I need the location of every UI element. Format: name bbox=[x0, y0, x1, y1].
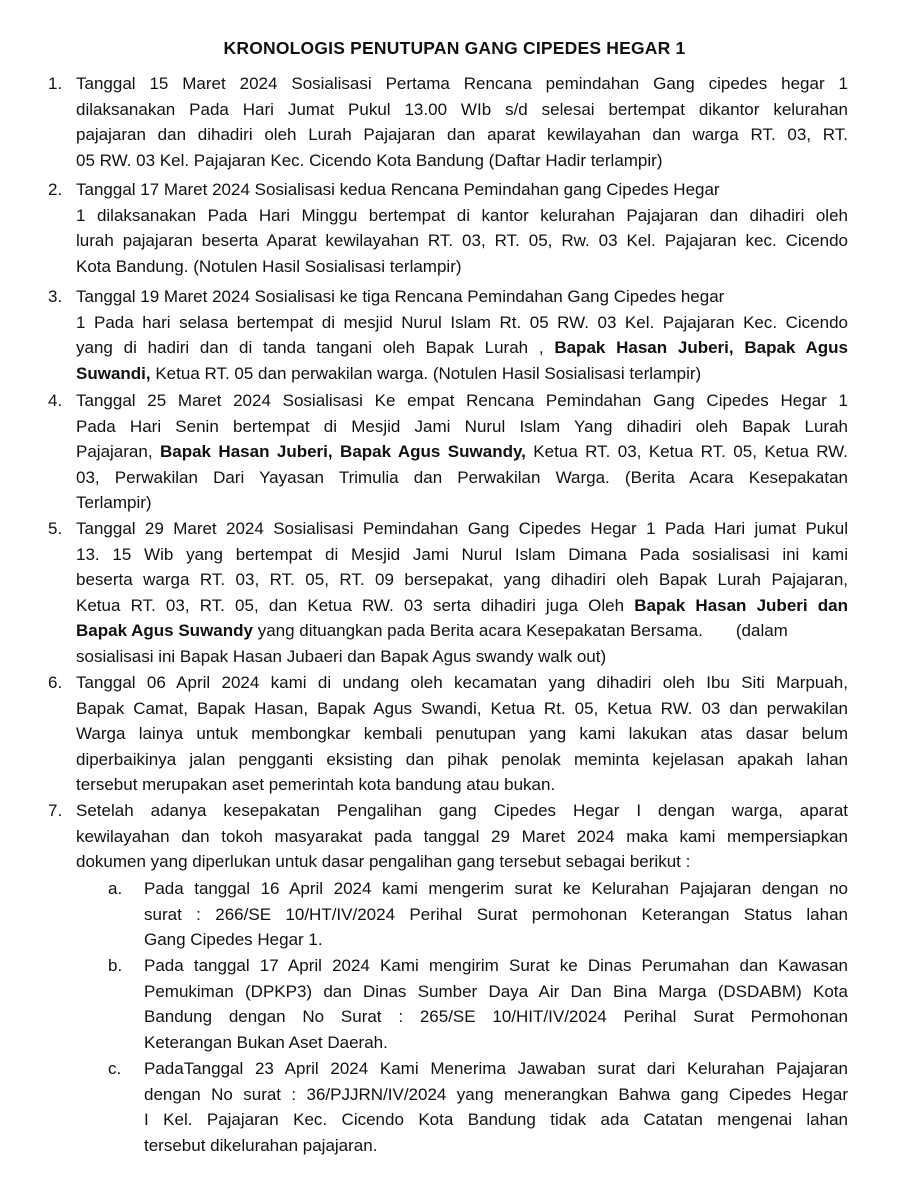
item-number: 1. bbox=[48, 74, 63, 93]
item-text-line: Tanggal 29 Maret 2024 Sosialisasi Pemindahan Gang Cipedes Hegar 1 Pada Hari jumat Pukul bbox=[76, 519, 848, 538]
item-text-line: 13. 15 Wib yang bertempat di Mesjid Jami Nurul Islam Dimana Pada sosialisasi ini kami bbox=[76, 544, 848, 564]
list-item-5 bbox=[48, 516, 848, 670]
item-text-line: dilaksanakan Pada Hari Jumat Pukul 13.00 WIb s/d selesai bertempat dikantor kelurahan bbox=[76, 99, 848, 119]
bold-name: Bapak Hasan Juberi, Bapak Agus bbox=[554, 338, 848, 358]
item-text-line: Terlampir) bbox=[76, 493, 152, 513]
item-number: 7. bbox=[48, 801, 63, 820]
item-number: 6. bbox=[48, 673, 63, 692]
item-text-line bbox=[76, 618, 848, 644]
text-run: Pajajaran, bbox=[76, 442, 160, 462]
item-text-line: tersebut merupakan aset pemerintah kota bandung atau bukan. bbox=[76, 775, 556, 795]
item-text-line: dokumen yang diperlukan untuk dasar pengalihan gang tersebut sebagai berikut : bbox=[76, 852, 691, 872]
item-text-line: Bapak Camat, Bapak Hasan, Bapak Agus Swandi, Ketua Rt. 05, Ketua RW. 03 dan perwakilan bbox=[76, 698, 848, 718]
item-text-line bbox=[76, 439, 848, 465]
item-text-line: sosialisasi ini Bapak Hasan Jubaeri dan Bapak Agus swandy walk out) bbox=[76, 646, 607, 666]
item-text-line: Keterangan Bukan Aset Daerah. bbox=[144, 1032, 388, 1052]
list-item-2 bbox=[48, 177, 848, 279]
list-item-1 bbox=[48, 71, 848, 173]
item-text-line: 1 dilaksanakan Pada Hari Minggu bertempat di kantor kelurahan Pajajaran dan dihadiri oleh bbox=[76, 205, 848, 225]
item-text-line: I Kel. Pajajaran Kec. Cicendo Kota Bandung tidak ada Catatan mengenai lahan bbox=[144, 1110, 848, 1130]
item-text-line: Pemukiman (DPKP3) dan Dinas Sumber Daya Air Dan Bina Marga (DSDABM) Kota bbox=[144, 981, 848, 1001]
item-text-line: Warga lainya untuk membongkar kembali penutupan yang kami lakukan atas dasar belum bbox=[76, 724, 848, 744]
item-text-line: Tanggal 25 Maret 2024 Sosialisasi Ke empat Rencana Pemindahan Gang Cipedes Hegar 1 bbox=[76, 391, 848, 410]
item-text-line: tersebut dikelurahan pajajaran. bbox=[144, 1135, 378, 1155]
item-text-line: Gang Cipedes Hegar 1. bbox=[144, 930, 323, 950]
item-text-line: Pada tanggal 16 April 2024 kami mengerim surat ke Kelurahan Pajajaran dengan no bbox=[144, 879, 848, 898]
item-text-line bbox=[76, 361, 848, 387]
sub-item-letter: a. bbox=[108, 879, 123, 898]
document-title: KRONOLOGIS PENUTUPAN GANG CIPEDES HEGAR 1 bbox=[223, 38, 686, 58]
bold-name: Bapak Agus Suwandy bbox=[76, 621, 253, 641]
item-text-line: Tanggal 19 Maret 2024 Sosialisasi ke tiga Rencana Pemindahan Gang Cipedes hegar bbox=[76, 287, 725, 306]
item-text-line: Tanggal 06 April 2024 kami di undang oleh kecamatan yang dihadiri oleh Ibu Siti Marpuah, bbox=[76, 673, 848, 692]
text-run: Ketua RT. 05 dan perwakilan warga. (Notulen Hasil Sosialisasi terlampir) bbox=[150, 363, 702, 383]
item-text-line: Pada tanggal 17 April 2024 Kami mengirim Surat ke Dinas Perumahan dan Kawasan bbox=[144, 956, 848, 975]
sub-item-c bbox=[108, 1056, 848, 1158]
item-text-line: dengan No surat : 36/PJJRN/IV/2024 yang menerangkan Bahwa gang Cipedes Hegar bbox=[144, 1084, 848, 1104]
item-text-line: Tanggal 15 Maret 2024 Sosialisasi Pertama Rencana pemindahan Gang cipedes hegar 1 bbox=[76, 74, 848, 93]
item-text-line bbox=[76, 335, 848, 361]
item-text-line: 05 RW. 03 Kel. Pajajaran Kec. Cicendo Kota Bandung (Daftar Hadir terlampir) bbox=[76, 150, 663, 170]
item-number: 3. bbox=[48, 287, 63, 306]
item-text-line: PadaTanggal 23 April 2024 Kami Menerima Jawaban surat dari Kelurahan Pajajaran bbox=[144, 1059, 848, 1078]
list-item-7 bbox=[48, 798, 848, 875]
bold-name: Bapak Hasan Juberi, Bapak Agus Suwandy, bbox=[159, 442, 526, 462]
item-text-line: kewilayahan dan tokoh masyarakat pada tanggal 29 Maret 2024 maka kami mempersiapkan bbox=[76, 826, 848, 846]
item-text-line: Bandung dengan No Surat : 265/SE 10/HIT/IV/2024 Perihal Surat Permohonan bbox=[144, 1007, 848, 1027]
item-number: 5. bbox=[48, 519, 63, 538]
item-text-line: Setelah adanya kesepakatan Pengalihan gang Cipedes Hegar I dengan warga, aparat bbox=[76, 801, 848, 820]
sub-item-letter: b. bbox=[108, 956, 123, 975]
sub-item-letter: c. bbox=[108, 1059, 122, 1078]
item-text-line: Pada Hari Senin bertempat di Mesjid Jami Nurul Islam Yang dihadiri oleh Bapak Lurah bbox=[76, 416, 848, 436]
bold-name: Suwandi, bbox=[76, 363, 151, 383]
sub-item-b bbox=[108, 953, 848, 1055]
list-item-3 bbox=[48, 284, 848, 386]
item-text-line: 1 Pada hari selasa bertempat di mesjid Nurul Islam Rt. 05 RW. 03 Kel. Pajajaran Kec. Cicendo bbox=[76, 312, 848, 332]
sub-item-a bbox=[108, 876, 848, 953]
text-run: Ketua RT. 03, RT. 05, dan Ketua RW. 03 serta dihadiri juga Oleh bbox=[76, 595, 635, 615]
item-number: 2. bbox=[48, 180, 63, 199]
list-item-6 bbox=[48, 670, 848, 798]
item-text-line: surat : 266/SE 10/HT/IV/2024 Perihal Surat permohonan Keterangan Status lahan bbox=[144, 904, 848, 924]
item-text-line: 03, Perwakilan Dari Yayasan Trimulia dan Perwakilan Warga. (Berita Acara Kesepakatan bbox=[76, 467, 848, 487]
item-text-line: lurah pajajaran beserta Aparat kewilayahan RT. 03, RT. 05, Rw. 03 Kel. Pajajaran kec. Cicendo bbox=[76, 231, 848, 251]
text-run: yang di hadiri dan di tanda tangani oleh Bapak Lurah , bbox=[76, 338, 555, 358]
item-text-line: diperbaikinya jalan pengganti eksisting dan pihak penolak meminta kejelasan apakah lahan bbox=[76, 749, 848, 769]
item-number: 4. bbox=[48, 391, 63, 410]
item-text-line: Tanggal 17 Maret 2024 Sosialisasi kedua Rencana Pemindahan gang Cipedes Hegar bbox=[76, 180, 720, 199]
item-text-line: pajajaran dan dihadiri oleh Lurah Pajajaran dan aparat kewilayahan dan warga RT. 03, RT. bbox=[76, 125, 848, 145]
bold-name: Bapak Hasan Juberi dan bbox=[634, 595, 848, 615]
list-item-4 bbox=[48, 388, 848, 516]
text-run: Ketua RT. 03, Ketua RT. 05, Ketua RW. bbox=[525, 442, 848, 462]
item-text-line: beserta warga RT. 03, RT. 05, RT. 09 bersepakat, yang dihadiri oleh Bapak Lurah Pajajaran, bbox=[76, 570, 848, 590]
item-text-line bbox=[76, 593, 848, 619]
text-run: yang dituangkan pada Berita acara Kesepakatan Bersama. (dalam bbox=[252, 621, 788, 641]
item-text-line: Kota Bandung. (Notulen Hasil Sosialisasi terlampir) bbox=[76, 256, 462, 276]
